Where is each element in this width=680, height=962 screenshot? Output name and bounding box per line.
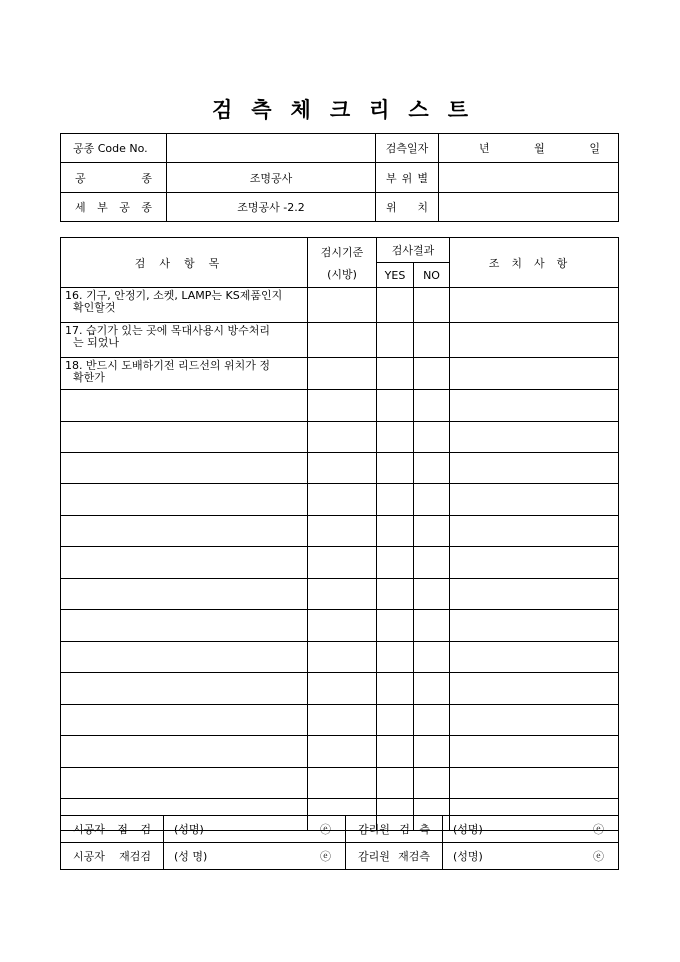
standard-cell[interactable] bbox=[308, 484, 377, 516]
empty-row bbox=[61, 547, 619, 579]
yes-cell[interactable] bbox=[377, 610, 414, 642]
action-cell[interactable] bbox=[450, 642, 619, 673]
empty-row bbox=[61, 453, 619, 484]
standard-cell[interactable] bbox=[308, 453, 377, 484]
date-value bbox=[439, 134, 619, 163]
contractor-reinspect-name: (성 명) bbox=[174, 850, 208, 863]
part-label: 부 위 별 bbox=[376, 163, 439, 193]
signature-table bbox=[60, 815, 619, 870]
empty-row bbox=[61, 673, 619, 705]
work-type-label: 공 종 bbox=[61, 163, 167, 193]
no-cell[interactable] bbox=[414, 422, 450, 453]
item-cell[interactable] bbox=[61, 390, 308, 422]
empty-row bbox=[61, 705, 619, 736]
no-cell[interactable] bbox=[414, 288, 450, 323]
item-cell[interactable] bbox=[61, 705, 308, 736]
yes-cell[interactable] bbox=[377, 516, 414, 547]
checklist-table bbox=[60, 237, 619, 831]
item-cell[interactable] bbox=[61, 642, 308, 673]
no-cell[interactable] bbox=[414, 642, 450, 673]
action-cell[interactable] bbox=[450, 516, 619, 547]
standard-cell[interactable] bbox=[308, 288, 377, 323]
item-cell[interactable] bbox=[61, 579, 308, 610]
supervisor-reinspect-sign[interactable] bbox=[443, 843, 619, 870]
checklist-item: 17. 습기가 있는 곳에 목대사용시 방수처리 는 되었나 bbox=[61, 323, 308, 358]
no-cell[interactable] bbox=[414, 323, 450, 358]
empty-row bbox=[61, 579, 619, 610]
item-cell[interactable] bbox=[61, 422, 308, 453]
yes-cell[interactable] bbox=[377, 768, 414, 799]
action-cell[interactable] bbox=[450, 673, 619, 705]
empty-row bbox=[61, 736, 619, 768]
code-label: 공종 Code No. bbox=[61, 134, 167, 163]
detail-value: 조명공사 -2.2 bbox=[167, 193, 376, 222]
date-label: 검측일자 bbox=[376, 134, 439, 163]
yes-cell[interactable] bbox=[377, 642, 414, 673]
action-cell[interactable] bbox=[450, 323, 619, 358]
no-cell[interactable] bbox=[414, 673, 450, 705]
part-value bbox=[439, 163, 619, 193]
code-value bbox=[167, 134, 376, 163]
contractor-inspect-name: (성명) bbox=[174, 823, 204, 836]
no-cell[interactable] bbox=[414, 516, 450, 547]
standard-cell[interactable] bbox=[308, 768, 377, 799]
empty-row bbox=[61, 768, 619, 799]
standard-cell[interactable] bbox=[308, 358, 377, 390]
standard-cell[interactable] bbox=[308, 736, 377, 768]
location-value bbox=[439, 193, 619, 222]
supervisor-inspect-name: (성명) bbox=[453, 823, 483, 836]
standard-cell[interactable] bbox=[308, 516, 377, 547]
standard-cell[interactable] bbox=[308, 610, 377, 642]
col-standard-line1: 검시기준 bbox=[320, 245, 364, 259]
no-cell[interactable] bbox=[414, 547, 450, 579]
empty-row bbox=[61, 390, 619, 422]
page-title: 검측체크리스트 bbox=[211, 97, 487, 122]
date-day: 일 bbox=[589, 142, 600, 155]
item-cell[interactable] bbox=[61, 484, 308, 516]
col-standard-line2: (시방) bbox=[327, 267, 357, 281]
col-item-header: 검사항목 bbox=[61, 238, 308, 288]
checklist-item: 16. 기구, 안정기, 소켓, LAMP는 KS제품인지 확인할것 bbox=[61, 288, 308, 323]
seal-mark: ⓔ bbox=[593, 823, 604, 836]
standard-cell[interactable] bbox=[308, 323, 377, 358]
work-type-value: 조명공사 bbox=[167, 163, 376, 193]
action-cell[interactable] bbox=[450, 422, 619, 453]
seal-mark: ⓔ bbox=[593, 850, 604, 863]
action-cell[interactable] bbox=[450, 547, 619, 579]
action-cell[interactable] bbox=[450, 390, 619, 422]
checklist-item: 18. 반드시 도배하기전 리드선의 위치가 정 확한가 bbox=[61, 358, 308, 390]
location-label: 위 치 bbox=[376, 193, 439, 222]
item-cell[interactable] bbox=[61, 673, 308, 705]
contractor-reinspect-sign[interactable] bbox=[164, 843, 346, 870]
header-table bbox=[60, 133, 619, 222]
empty-row bbox=[61, 642, 619, 673]
no-cell[interactable] bbox=[414, 610, 450, 642]
item-cell[interactable] bbox=[61, 516, 308, 547]
date-month: 월 bbox=[534, 142, 545, 155]
contractor-inspect-sign[interactable] bbox=[164, 816, 346, 843]
seal-mark: ⓔ bbox=[320, 850, 331, 863]
supervisor-reinspect-label: 감리원 재검측 bbox=[346, 843, 443, 870]
standard-cell[interactable] bbox=[308, 547, 377, 579]
empty-row bbox=[61, 610, 619, 642]
action-cell[interactable] bbox=[450, 579, 619, 610]
contractor-reinspect-label: 시공자 재검검 bbox=[61, 843, 164, 870]
action-cell[interactable] bbox=[450, 768, 619, 799]
yes-cell[interactable] bbox=[377, 453, 414, 484]
date-year: 년 bbox=[479, 142, 490, 155]
standard-cell[interactable] bbox=[308, 673, 377, 705]
empty-row bbox=[61, 422, 619, 453]
yes-cell[interactable] bbox=[377, 736, 414, 768]
yes-cell[interactable] bbox=[377, 579, 414, 610]
detail-label: 세 부 공 종 bbox=[61, 193, 167, 222]
col-yes-header: YES bbox=[377, 263, 414, 288]
standard-cell[interactable] bbox=[308, 705, 377, 736]
action-cell[interactable] bbox=[450, 453, 619, 484]
yes-cell[interactable] bbox=[377, 390, 414, 422]
action-cell[interactable] bbox=[450, 736, 619, 768]
action-cell[interactable] bbox=[450, 610, 619, 642]
no-cell[interactable] bbox=[414, 390, 450, 422]
no-cell[interactable] bbox=[414, 484, 450, 516]
supervisor-inspect-sign[interactable] bbox=[443, 816, 619, 843]
yes-cell[interactable] bbox=[377, 358, 414, 390]
item-cell[interactable] bbox=[61, 453, 308, 484]
col-action-header: 조치사항 bbox=[450, 238, 619, 288]
yes-cell[interactable] bbox=[377, 673, 414, 705]
col-standard-header bbox=[308, 238, 377, 288]
supervisor-inspect-label: 감리원 검 측 bbox=[346, 816, 443, 843]
standard-cell[interactable] bbox=[308, 579, 377, 610]
supervisor-reinspect-name: (성명) bbox=[453, 850, 483, 863]
empty-row bbox=[61, 516, 619, 547]
col-no-header: NO bbox=[414, 263, 450, 288]
no-cell[interactable] bbox=[414, 736, 450, 768]
seal-mark: ⓔ bbox=[320, 823, 331, 836]
standard-cell[interactable] bbox=[308, 422, 377, 453]
action-cell[interactable] bbox=[450, 358, 619, 390]
action-cell[interactable] bbox=[450, 288, 619, 323]
item-cell[interactable] bbox=[61, 547, 308, 579]
action-cell[interactable] bbox=[450, 705, 619, 736]
yes-cell[interactable] bbox=[377, 288, 414, 323]
no-cell[interactable] bbox=[414, 579, 450, 610]
item-cell[interactable] bbox=[61, 736, 308, 768]
yes-cell[interactable] bbox=[377, 484, 414, 516]
yes-cell[interactable] bbox=[377, 705, 414, 736]
standard-cell[interactable] bbox=[308, 642, 377, 673]
item-cell[interactable] bbox=[61, 610, 308, 642]
no-cell[interactable] bbox=[414, 705, 450, 736]
empty-row bbox=[61, 484, 619, 516]
yes-cell[interactable] bbox=[377, 323, 414, 358]
action-cell[interactable] bbox=[450, 484, 619, 516]
yes-cell[interactable] bbox=[377, 547, 414, 579]
col-result-header: 검사결과 bbox=[377, 238, 450, 263]
standard-cell[interactable] bbox=[308, 390, 377, 422]
no-cell[interactable] bbox=[414, 768, 450, 799]
item-cell[interactable] bbox=[61, 768, 308, 799]
contractor-inspect-label: 시공자 점 검 bbox=[61, 816, 164, 843]
no-cell[interactable] bbox=[414, 358, 450, 390]
no-cell[interactable] bbox=[414, 453, 450, 484]
yes-cell[interactable] bbox=[377, 422, 414, 453]
